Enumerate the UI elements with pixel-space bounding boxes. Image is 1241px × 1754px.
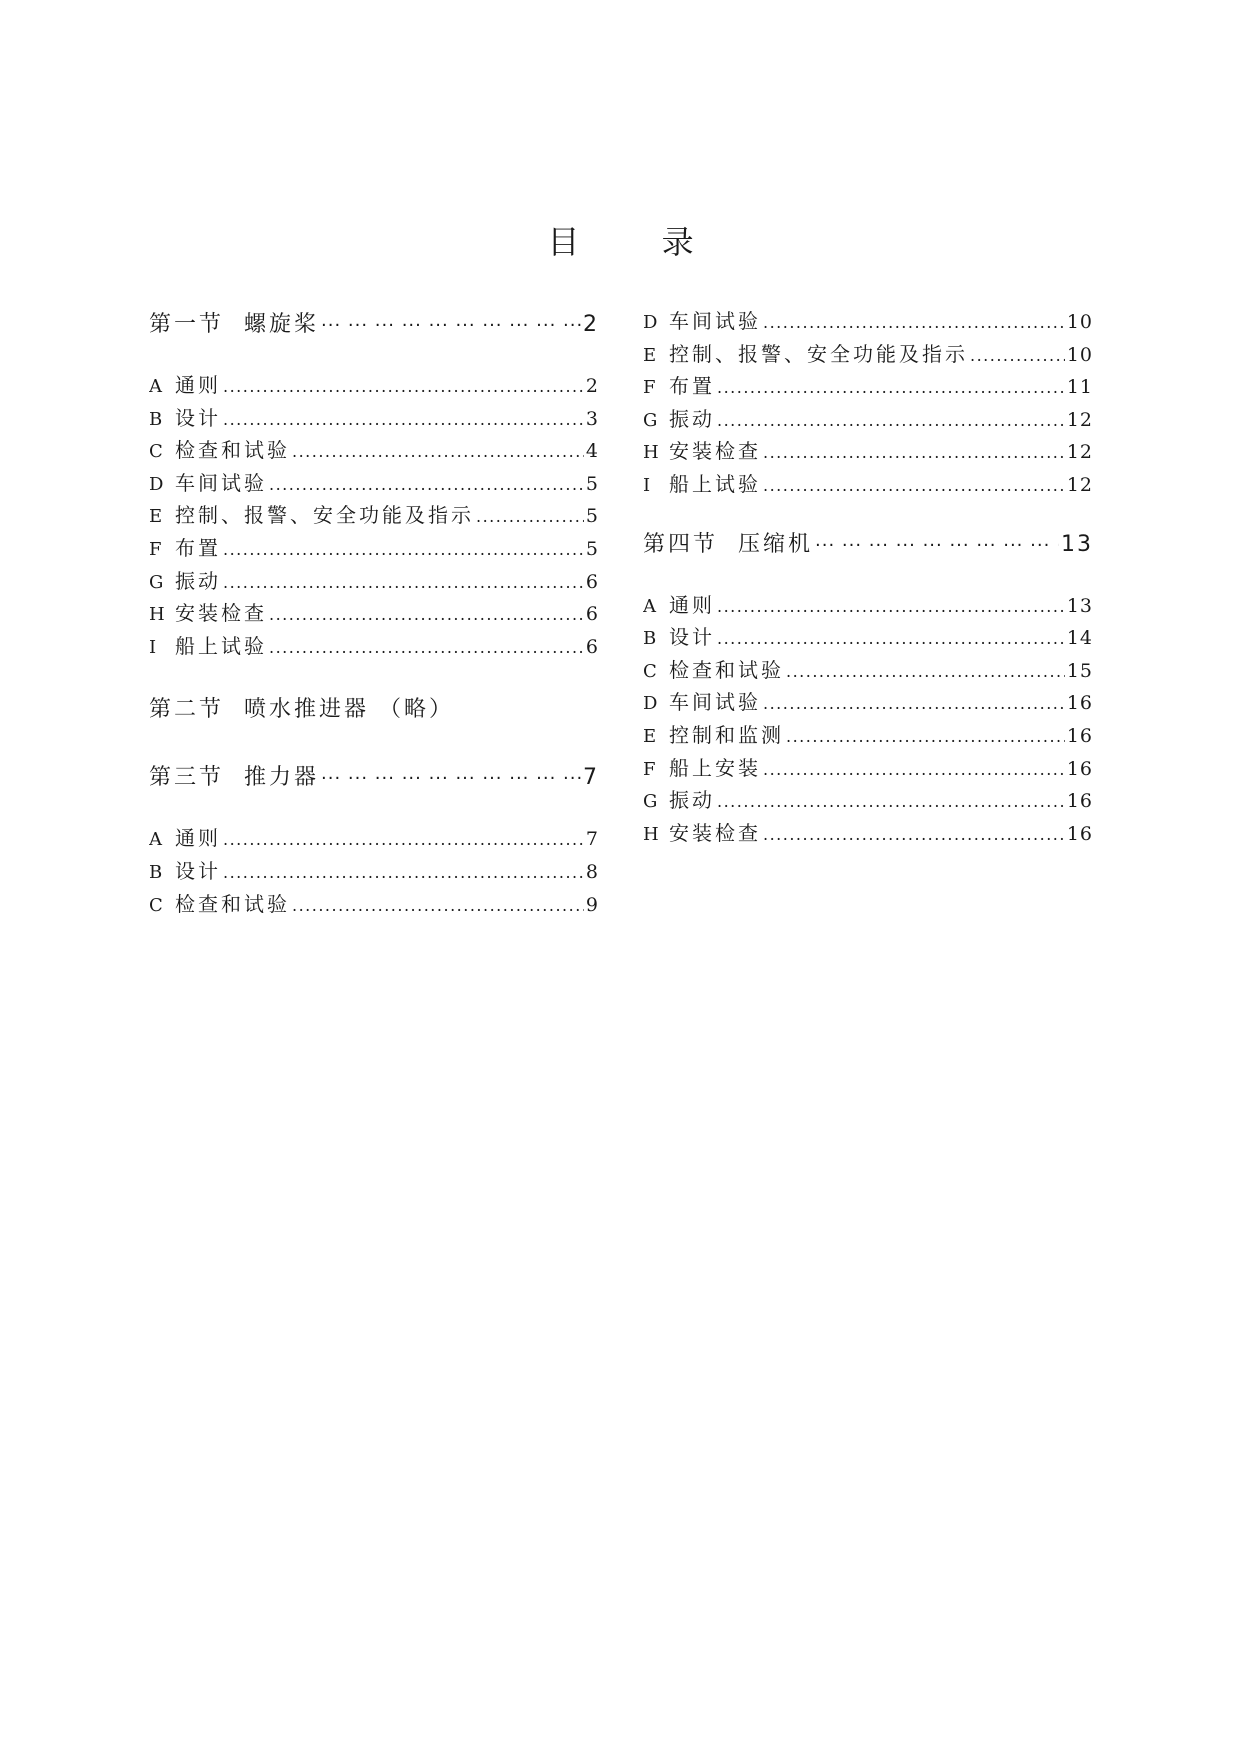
page-number: 12: [1066, 473, 1093, 496]
toc-entry[interactable]: [149, 855, 599, 888]
dot-leader: [292, 434, 584, 467]
toc-list: [149, 369, 599, 662]
dot-leader: [763, 435, 1065, 468]
entry-letter: G: [643, 409, 658, 431]
toc-entry[interactable]: [149, 499, 599, 532]
page-number: 3: [585, 407, 599, 430]
entry-title: 控制、报警、安全功能及指示: [175, 503, 474, 528]
toc-entry[interactable]: [643, 654, 1093, 687]
entry-title: 设计: [175, 405, 221, 430]
toc-entry[interactable]: [149, 630, 599, 663]
toc-section-heading[interactable]: [643, 525, 1093, 565]
dot-leader: [763, 752, 1065, 785]
dot-leader: [223, 402, 584, 435]
toc-entry[interactable]: [643, 403, 1093, 436]
entry-title: 船上安装: [669, 755, 761, 780]
toc-entry[interactable]: [643, 435, 1093, 468]
entry-letter: I: [643, 474, 651, 496]
entry-letter: G: [643, 791, 658, 813]
dot-leader: [763, 468, 1065, 501]
entry-title: 振动: [669, 788, 715, 813]
section-title: 压缩机: [738, 531, 814, 557]
page-number: 10: [1066, 311, 1093, 333]
entry-letter: C: [643, 660, 657, 682]
toc-entry[interactable]: [149, 597, 599, 630]
entry-title: 检查和试验: [175, 438, 290, 463]
entry-title: 车间试验: [669, 690, 761, 715]
section-number: 第四节: [643, 531, 719, 557]
dot-leader: [223, 565, 584, 598]
entry-title: 船上试验: [669, 471, 761, 496]
entry-title: 安装检查: [669, 439, 761, 464]
toc-entry[interactable]: [643, 305, 1093, 338]
toc-section-heading[interactable]: [149, 690, 599, 730]
toc-entry[interactable]: [643, 784, 1093, 817]
page-number: 8: [585, 860, 599, 883]
page-number: 16: [1066, 790, 1093, 813]
page-number: 13: [1061, 531, 1093, 557]
toc-entry[interactable]: [149, 369, 599, 402]
dot-leader: [223, 369, 584, 402]
section-title: 喷水推进器 （略）: [244, 697, 455, 723]
entry-letter: A: [643, 595, 656, 617]
entry-title: 船上试验: [175, 633, 267, 658]
dot-leader: [223, 532, 584, 565]
page-number: 15: [1066, 659, 1093, 682]
section-title: 推力器: [244, 765, 320, 791]
entry-title: 布置: [175, 535, 221, 560]
toc-left-column: [149, 305, 599, 920]
entry-letter: E: [643, 344, 657, 366]
entry-letter: H: [643, 442, 659, 464]
entry-title: 布置: [669, 374, 715, 399]
entry-letter: A: [149, 829, 162, 851]
page-number: 6: [585, 635, 599, 658]
page-number: 7: [585, 828, 599, 851]
page-number: 12: [1066, 441, 1093, 464]
toc-entry[interactable]: [643, 752, 1093, 785]
page-number: 4: [585, 440, 599, 463]
page-number: 6: [585, 603, 599, 626]
page-number: 6: [585, 570, 599, 593]
entry-letter: D: [149, 473, 164, 495]
toc-entry[interactable]: [643, 589, 1093, 622]
entry-letter: G: [149, 571, 164, 593]
toc-entry[interactable]: [643, 817, 1093, 850]
entry-title: 车间试验: [175, 470, 267, 495]
page-number: 9: [585, 893, 599, 916]
toc-entry[interactable]: [643, 621, 1093, 654]
toc-section-heading[interactable]: [149, 758, 599, 798]
entry-letter: F: [643, 377, 656, 399]
dot-leader: [786, 654, 1065, 687]
entry-title: 设计: [175, 858, 221, 883]
section-number: 第三节: [149, 765, 225, 791]
page-number: 5: [585, 537, 599, 560]
dot-leader: [815, 525, 1059, 565]
dot-leader: [717, 621, 1065, 654]
entry-title: 安装检查: [669, 820, 761, 845]
dot-leader: [321, 758, 581, 798]
toc-entry[interactable]: [149, 467, 599, 500]
page-number: 2: [583, 312, 599, 337]
dot-leader: [292, 888, 584, 921]
toc-entry[interactable]: [643, 370, 1093, 403]
dot-leader: [223, 822, 584, 855]
page-number: 11: [1066, 376, 1093, 399]
page-number: 10: [1066, 343, 1093, 366]
toc-entry[interactable]: [149, 565, 599, 598]
page-number: 16: [1066, 757, 1093, 780]
entry-title: 控制、报警、安全功能及指示: [669, 341, 968, 366]
dot-leader: [223, 855, 584, 888]
toc-entry[interactable]: [149, 822, 599, 855]
dot-leader: [786, 719, 1065, 752]
entry-letter: F: [643, 758, 656, 780]
entry-title: 车间试验: [669, 309, 761, 333]
entry-title: 通则: [175, 373, 221, 397]
entry-title: 设计: [669, 625, 715, 650]
entry-title: 检查和试验: [669, 657, 784, 682]
entry-title: 检查和试验: [175, 891, 290, 916]
page-number: 7: [583, 765, 599, 791]
section-number: 第二节: [149, 697, 225, 723]
entry-letter: E: [149, 506, 163, 528]
entry-title: 控制和监测: [669, 722, 784, 747]
entry-letter: C: [149, 894, 163, 916]
entry-letter: B: [149, 861, 163, 883]
page-number: 5: [585, 505, 599, 528]
dot-leader: [321, 305, 581, 345]
entry-letter: F: [149, 538, 162, 560]
section-title: 螺旋桨: [244, 312, 320, 337]
entry-title: 通则: [175, 826, 221, 851]
entry-title: 通则: [669, 592, 715, 617]
toc-entry[interactable]: [149, 532, 599, 565]
toc-list: [643, 305, 1093, 501]
toc-list: [149, 822, 599, 920]
toc-entry[interactable]: [149, 402, 599, 435]
page-number: 16: [1066, 692, 1093, 715]
dot-leader: [476, 499, 584, 532]
dot-leader: [763, 305, 1065, 338]
page-number: 13: [1066, 594, 1093, 617]
entry-letter: E: [643, 725, 657, 747]
toc-entry[interactable]: [643, 686, 1093, 719]
page-number: 16: [1066, 724, 1093, 747]
toc-entry[interactable]: [149, 888, 599, 921]
entry-letter: D: [643, 693, 658, 715]
page-title: 目 录: [547, 223, 730, 261]
entry-title: 安装检查: [175, 601, 267, 626]
entry-letter: H: [643, 823, 659, 845]
dot-leader: [763, 686, 1065, 719]
dot-leader: [269, 630, 584, 663]
dot-leader: [269, 467, 584, 500]
entry-letter: C: [149, 441, 163, 463]
entry-letter: B: [643, 628, 657, 650]
section-number: 第一节: [149, 312, 225, 337]
page-number: 2: [585, 375, 599, 397]
entry-title: 振动: [669, 406, 715, 431]
entry-letter: D: [643, 312, 658, 333]
toc-entry[interactable]: [643, 338, 1093, 371]
page-number: 12: [1066, 408, 1093, 431]
entry-letter: H: [149, 604, 165, 626]
dot-leader: [717, 370, 1065, 403]
toc-entry[interactable]: [643, 468, 1093, 501]
toc-entry[interactable]: [149, 434, 599, 467]
dot-leader: [717, 403, 1065, 436]
toc-right-column: [643, 305, 1093, 849]
dot-leader: [970, 338, 1065, 371]
page-number: 14: [1066, 627, 1093, 650]
entry-letter: A: [149, 376, 162, 397]
toc-section-heading[interactable]: [149, 305, 599, 345]
toc-entry[interactable]: [643, 719, 1093, 752]
dot-leader: [269, 597, 584, 630]
dot-leader: [717, 589, 1065, 622]
dot-leader: [763, 817, 1065, 850]
entry-title: 振动: [175, 568, 221, 593]
entry-letter: I: [149, 636, 157, 658]
dot-leader: [717, 784, 1065, 817]
page-number: 16: [1066, 822, 1093, 845]
entry-letter: B: [149, 408, 163, 430]
toc-list: [643, 589, 1093, 850]
page-number: 5: [585, 472, 599, 495]
